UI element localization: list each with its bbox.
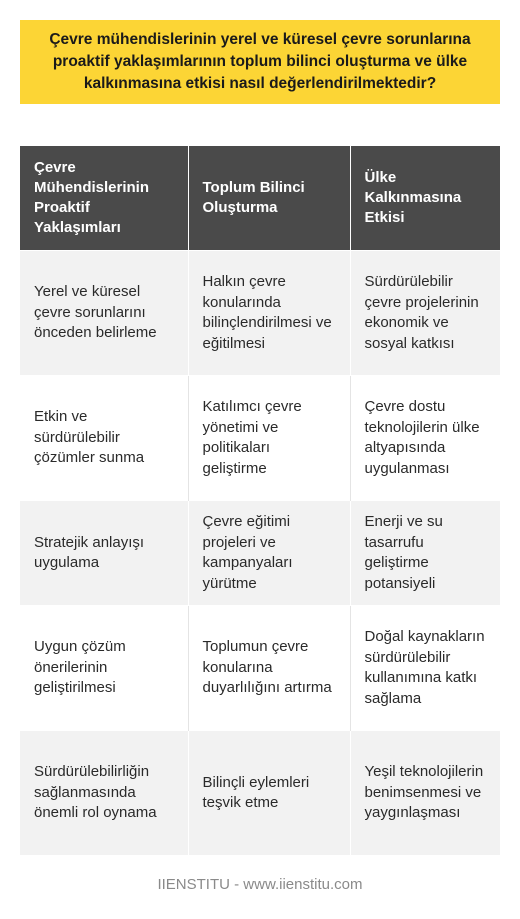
table-cell: Toplumun çevre konularına duyarlılığını artırma [188,606,350,731]
table-row [20,376,500,501]
comparison-table [20,146,500,855]
table-cell: Stratejik anlayışı uygulama [20,501,188,606]
table-cell: Bilinçli eylemleri teşvik etme [188,731,350,856]
page-title: Çevre mühendislerinin yerel ve küresel çevre sorunlarına proaktif yaklaşımlarının toplum bilinci oluşturma ve ülke kalkınmasına etkisi nasıl değerlendirilmektedir? [49,31,471,92]
table-cell: Sürdürülebilirliğin sağlanmasında önemli rol oynama [20,731,188,856]
table-cell: Enerji ve su tasarrufu geliştirme potansiyeli [350,501,500,606]
column-header: Çevre Mühendislerinin Proaktif Yaklaşımları [20,146,188,251]
table-row [20,501,500,606]
table-row [20,251,500,376]
footer-credit: IIENSTITU - www.iienstitu.com [157,876,363,893]
table-cell: Yerel ve küresel çevre sorunlarını önceden belirleme [20,251,188,376]
column-header: Ülke Kalkınmasına Etkisi [350,146,500,251]
table-cell: Doğal kaynakların sürdürülebilir kullanımına katkı sağlama [350,606,500,731]
table-row [20,606,500,731]
table-cell: Uygun çözüm önerilerinin geliştirilmesi [20,606,188,731]
title-banner [20,20,500,104]
table-cell: Çevre eğitimi projeleri ve kampanyaları yürütme [188,501,350,606]
comparison-table-container [20,146,500,855]
column-header: Toplum Bilinci Oluşturma [188,146,350,251]
table-cell: Çevre dostu teknolojilerin ülke altyapısında uygulanması [350,376,500,501]
table-cell: Halkın çevre konularında bilinçlendirilmesi ve eğitilmesi [188,251,350,376]
table-cell: Etkin ve sürdürülebilir çözümler sunma [20,376,188,501]
table-cell: Yeşil teknolojilerin benimsenmesi ve yaygınlaşması [350,731,500,856]
table-row [20,731,500,856]
table-cell: Sürdürülebilir çevre projelerinin ekonomik ve sosyal katkısı [350,251,500,376]
table-header-row [20,146,500,251]
table-cell: Katılımcı çevre yönetimi ve politikaları geliştirme [188,376,350,501]
